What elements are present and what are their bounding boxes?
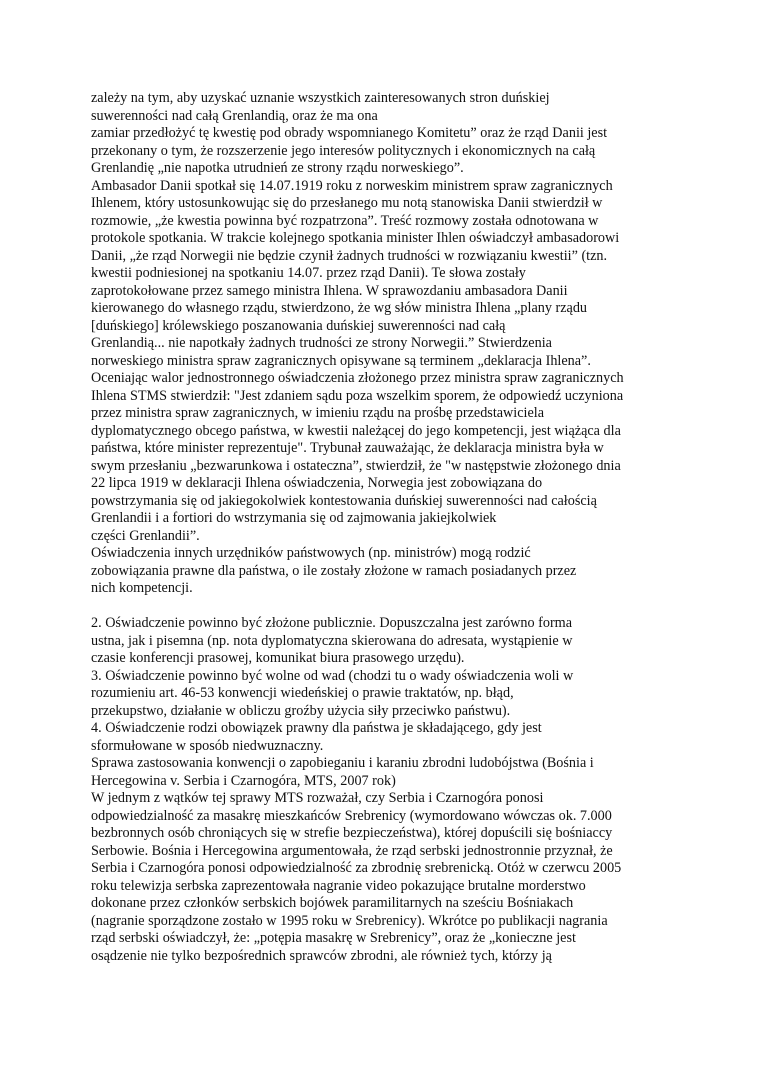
text-line: zaprotokołowane przez samego ministra Ihlena. W sprawozdaniu ambasadora Danii (91, 282, 568, 299)
text-line: powstrzymania się od jakiegokolwiek kontestowania duńskiej suwerenności nad całością (91, 492, 597, 509)
text-line: Grenlandią... nie napotkały żadnych trudności ze strony Norwegii.” Stwierdzenia (91, 335, 552, 351)
text-line: bezbronnych osób chroniących się w strefie bezpieczeństwa), której dopuścili się bośniaccy (91, 825, 613, 841)
text-line: [duńskiego] królewskiego poszanowania duńskiej suwerenności nad całą (91, 317, 506, 334)
text-line: (nagranie sporządzone zostało w 1995 roku w Srebrenicy). Wkrótce po publikacji nagrania (91, 912, 608, 929)
text-line: 4. Oświadczenie rodzi obowiązek prawny dla państwa je składającego, gdy jest (91, 720, 542, 736)
text-line: kwestii podniesionej na spotkaniu 14.07. przez rząd Danii). Te słowa zostały (91, 265, 526, 281)
text-line: 3. Oświadczenie powinno być wolne od wad (chodzi tu o wady oświadczenia woli w (91, 667, 574, 684)
document-page (91, 90, 691, 965)
text-line: zależy na tym, aby uzyskać uznanie wszystkich zainteresowanych stron duńskiej (91, 90, 550, 106)
text-line: dokonane przez członków serbskich bojówek paramilitarnych na sześciu Bośniakach (91, 895, 574, 911)
text-line: zamiar przedłożyć tę kwestię pod obrady wspomnianego Komitetu” oraz że rząd Danii jest (91, 125, 608, 141)
text-line: osądzenie nie tylko bezpośrednich sprawców zbrodni, ale również tych, którzy ją (91, 947, 552, 964)
text-line: swym przesłaniu „bezwarunkowa i ostateczna”, stwierdził, że "w następstwie złożonego dnia (91, 457, 621, 474)
text-line: przez ministra spraw zagranicznych, w imieniu rządu na prośbę przedstawiciela (91, 405, 545, 421)
text-line: kierowanego do własnego rządu, stwierdzono, że wg słów ministra Ihlena „plany rządu (91, 300, 588, 316)
text-line: Ihlena STMS stwierdził: "Jest zdaniem sądu poza wszelkim sporem, że odpowiedź uczyniona (91, 387, 624, 404)
text-line: czasie konferencji prasowej, komunikat biura prasowego urzędu). (91, 650, 465, 666)
text-line: 2. Oświadczenie powinno być złożone publicznie. Dopuszczalna jest zarówno forma (91, 615, 573, 631)
text-line: Ambasador Danii spotkał się 14.07.1919 roku z norweskim ministrem spraw zagranicznych (91, 177, 613, 194)
text-line: rozumieniu art. 46-53 konwencji wiedeńskiej o prawie traktatów, np. błąd, (91, 685, 514, 701)
text-line: nich kompetencji. (91, 580, 193, 596)
text-line: 22 lipca 1919 w deklaracji Ihlena oświadczenia, Norwegia jest zobowiązana do (91, 475, 543, 491)
text-line: Serbowie. Bośnia i Hercegowina argumentowała, że rząd serbski jednostronnie przyznał, że (91, 842, 613, 859)
text-line: przekonany o tym, że rozszerzenie jego interesów politycznych i ekonomicznych na całą (91, 142, 596, 159)
text-line: ustna, jak i pisemna (np. nota dyplomatyczna skierowana do adresata, wystąpienie w (91, 632, 573, 649)
text-line: rząd serbski oświadczył, że: „potępia masakrę w Srebrenicy”, oraz że „konieczne jest (91, 930, 576, 946)
text-line: przekupstwo, działanie w obliczu groźby użycia siły przeciwko państwu). (91, 702, 511, 719)
text-line: rozmowie, „że kwestia powinna być rozpatrzona”. Treść rozmowy została odnotowana w (91, 212, 599, 229)
text-line: Danii, „że rząd Norwegii nie będzie czynił żadnych trudności w rozwiązaniu kwestii” (tzn. (91, 247, 608, 264)
text-line: Oceniając walor jednostronnego oświadczenia złożonego przez ministra spraw zagranicznych (91, 370, 624, 386)
text-line: części Grenlandii”. (91, 527, 200, 544)
text-line: suwerenności nad całą Grenlandią, oraz że ma ona (91, 107, 378, 124)
text-line: Hercegowina v. Serbia i Czarnogóra, MTS, 2007 rok) (91, 772, 396, 789)
text-line: Ihlenem, który ustosunkowując się do przesłanego mu notą stanowiska Danii stwierdził w (91, 195, 603, 211)
text-line: Serbia i Czarnogóra ponosi odpowiedzialność za zbrodnię srebrenicką. Otóż w czerwcu 2005 (91, 860, 622, 876)
text-line: Sprawa zastosowania konwencji o zapobieganiu i karaniu zbrodni ludobójstwa (Bośnia i (91, 755, 594, 771)
text-line: zobowiązania prawne dla państwa, o ile zostały złożone w ramach posiadanych przez (91, 562, 577, 579)
text-line: norweskiego ministra spraw zagranicznych opisywane są terminem „deklaracja Ihlena”. (91, 352, 591, 369)
text-line: Grenlandię „nie napotka utrudnień ze strony rządu norweskiego”. (91, 160, 464, 176)
text-line: odpowiedzialność za masakrę mieszkańców Srebrenicy (wymordowano wówczas ok. 7.000 (91, 807, 612, 824)
text-line: Grenlandii i a fortiori do wstrzymania się od zajmowania jakiejkolwiek (91, 510, 497, 526)
text-line: państwa, które minister reprezentuje". Trybunał zauważając, że deklaracja ministra była w (91, 440, 604, 456)
text-line: Oświadczenia innych urzędników państwowych (np. ministrów) mogą rodzić (91, 545, 531, 561)
paragraph-gap (91, 598, 691, 616)
text-line: protokole spotkania. W trakcie kolejnego spotkania minister Ihlen oświadczył ambasadorowi (91, 230, 620, 246)
text-line: dyplomatycznego obcego państwa, w kwestii należącej do jego kompetencji, jest wiążąca dla (91, 422, 621, 439)
text-line: sformułowane w sposób niedwuznaczny. (91, 737, 324, 754)
text-line: roku telewizja serbska zaprezentowała nagranie video pokazujące brutalne morderstwo (91, 877, 586, 894)
text-line: W jednym z wątków tej sprawy MTS rozważał, czy Serbia i Czarnogóra ponosi (91, 790, 544, 806)
